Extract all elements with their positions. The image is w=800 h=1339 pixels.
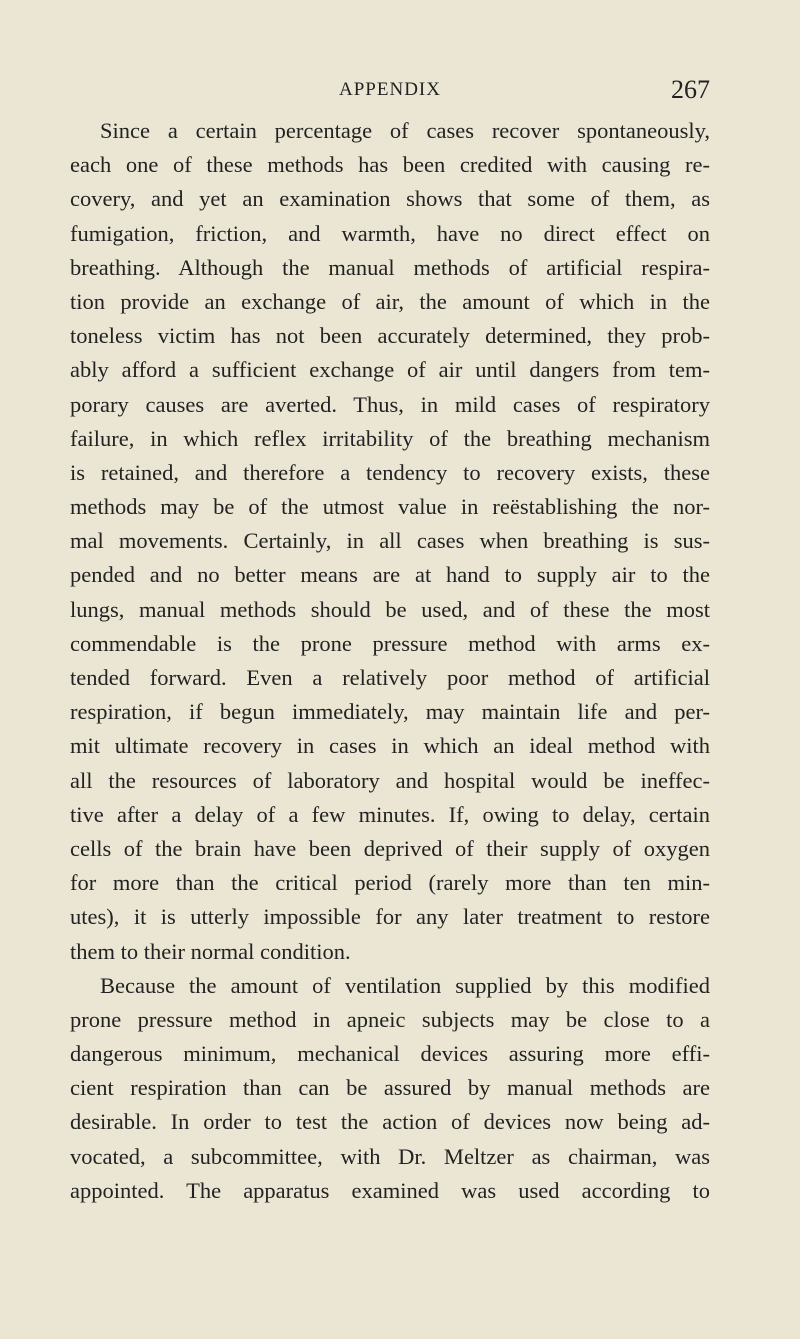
text-line: toneless victim has not been accurately determined, they prob- (70, 323, 710, 349)
text-line: dangerous minimum, mechanical devices assuring more effi- (70, 1041, 710, 1067)
text-line: ably afford a sufficient exchange of air until dangers from tem- (70, 357, 710, 383)
text-line: porary causes are averted. Thus, in mild cases of respiratory (70, 391, 710, 417)
text-line: prone pressure method in apneic subjects may be close to a (70, 1006, 710, 1032)
text-line: failure, in which reflex irritability of the breathing mechanism (70, 425, 710, 451)
running-title: APPENDIX (339, 79, 441, 100)
paragraph-2 (70, 969, 710, 1208)
text-line: mit ultimate recovery in cases in which an ideal method with (70, 733, 710, 759)
text-line: pended and no better means are at hand to supply air to the (70, 562, 710, 588)
body-text (70, 114, 710, 1208)
text-line: Because the amount of ventilation supplied by this modified (100, 972, 710, 998)
text-line: vocated, a subcommittee, with Dr. Meltzer as chairman, was (70, 1143, 710, 1169)
text-line: breathing. Although the manual methods of artificial respira- (70, 254, 710, 280)
text-line: tion provide an exchange of air, the amount of which in the (70, 288, 710, 314)
text-line: methods may be of the utmost value in reëstablishing the nor- (70, 494, 710, 520)
text-line: desirable. In order to test the action of devices now being ad- (70, 1109, 710, 1135)
text-line: covery, and yet an examination shows that some of them, as (70, 186, 710, 212)
text-line: cient respiration than can be assured by manual methods are (70, 1075, 710, 1101)
text-line: lungs, manual methods should be used, and of these the most (70, 596, 710, 622)
text-line: respiration, if begun immediately, may maintain life and per- (70, 699, 710, 725)
text-line: tended forward. Even a relatively poor method of artificial (70, 665, 710, 690)
text-line: mal movements. Certainly, in all cases when breathing is sus- (70, 528, 710, 554)
text-line: for more than the critical period (rarely more than ten min- (70, 870, 710, 896)
text-line: cells of the brain have been deprived of their supply of oxygen (70, 835, 710, 861)
text-line: them to their normal condition. (70, 938, 351, 964)
text-line: all the resources of laboratory and hospital would be ineffec- (70, 767, 710, 793)
page-number: 267 (671, 75, 710, 104)
text-line: commendable is the prone pressure method with arms ex- (70, 630, 710, 656)
text-line: fumigation, friction, and warmth, have no direct effect on (70, 220, 710, 246)
text-line: tive after a delay of a few minutes. If, owing to delay, certain (70, 801, 710, 827)
text-line: utes), it is utterly impossible for any later treatment to restore (70, 904, 710, 930)
text-line: Since a certain percentage of cases recover spontaneously, (100, 118, 710, 143)
text-line: each one of these methods has been credited with causing re- (70, 152, 710, 178)
paragraph-1 (70, 114, 710, 969)
text-line: appointed. The apparatus examined was used according to (70, 1177, 710, 1203)
running-head (70, 72, 710, 108)
text-line: is retained, and therefore a tendency to recovery exists, these (70, 459, 710, 485)
